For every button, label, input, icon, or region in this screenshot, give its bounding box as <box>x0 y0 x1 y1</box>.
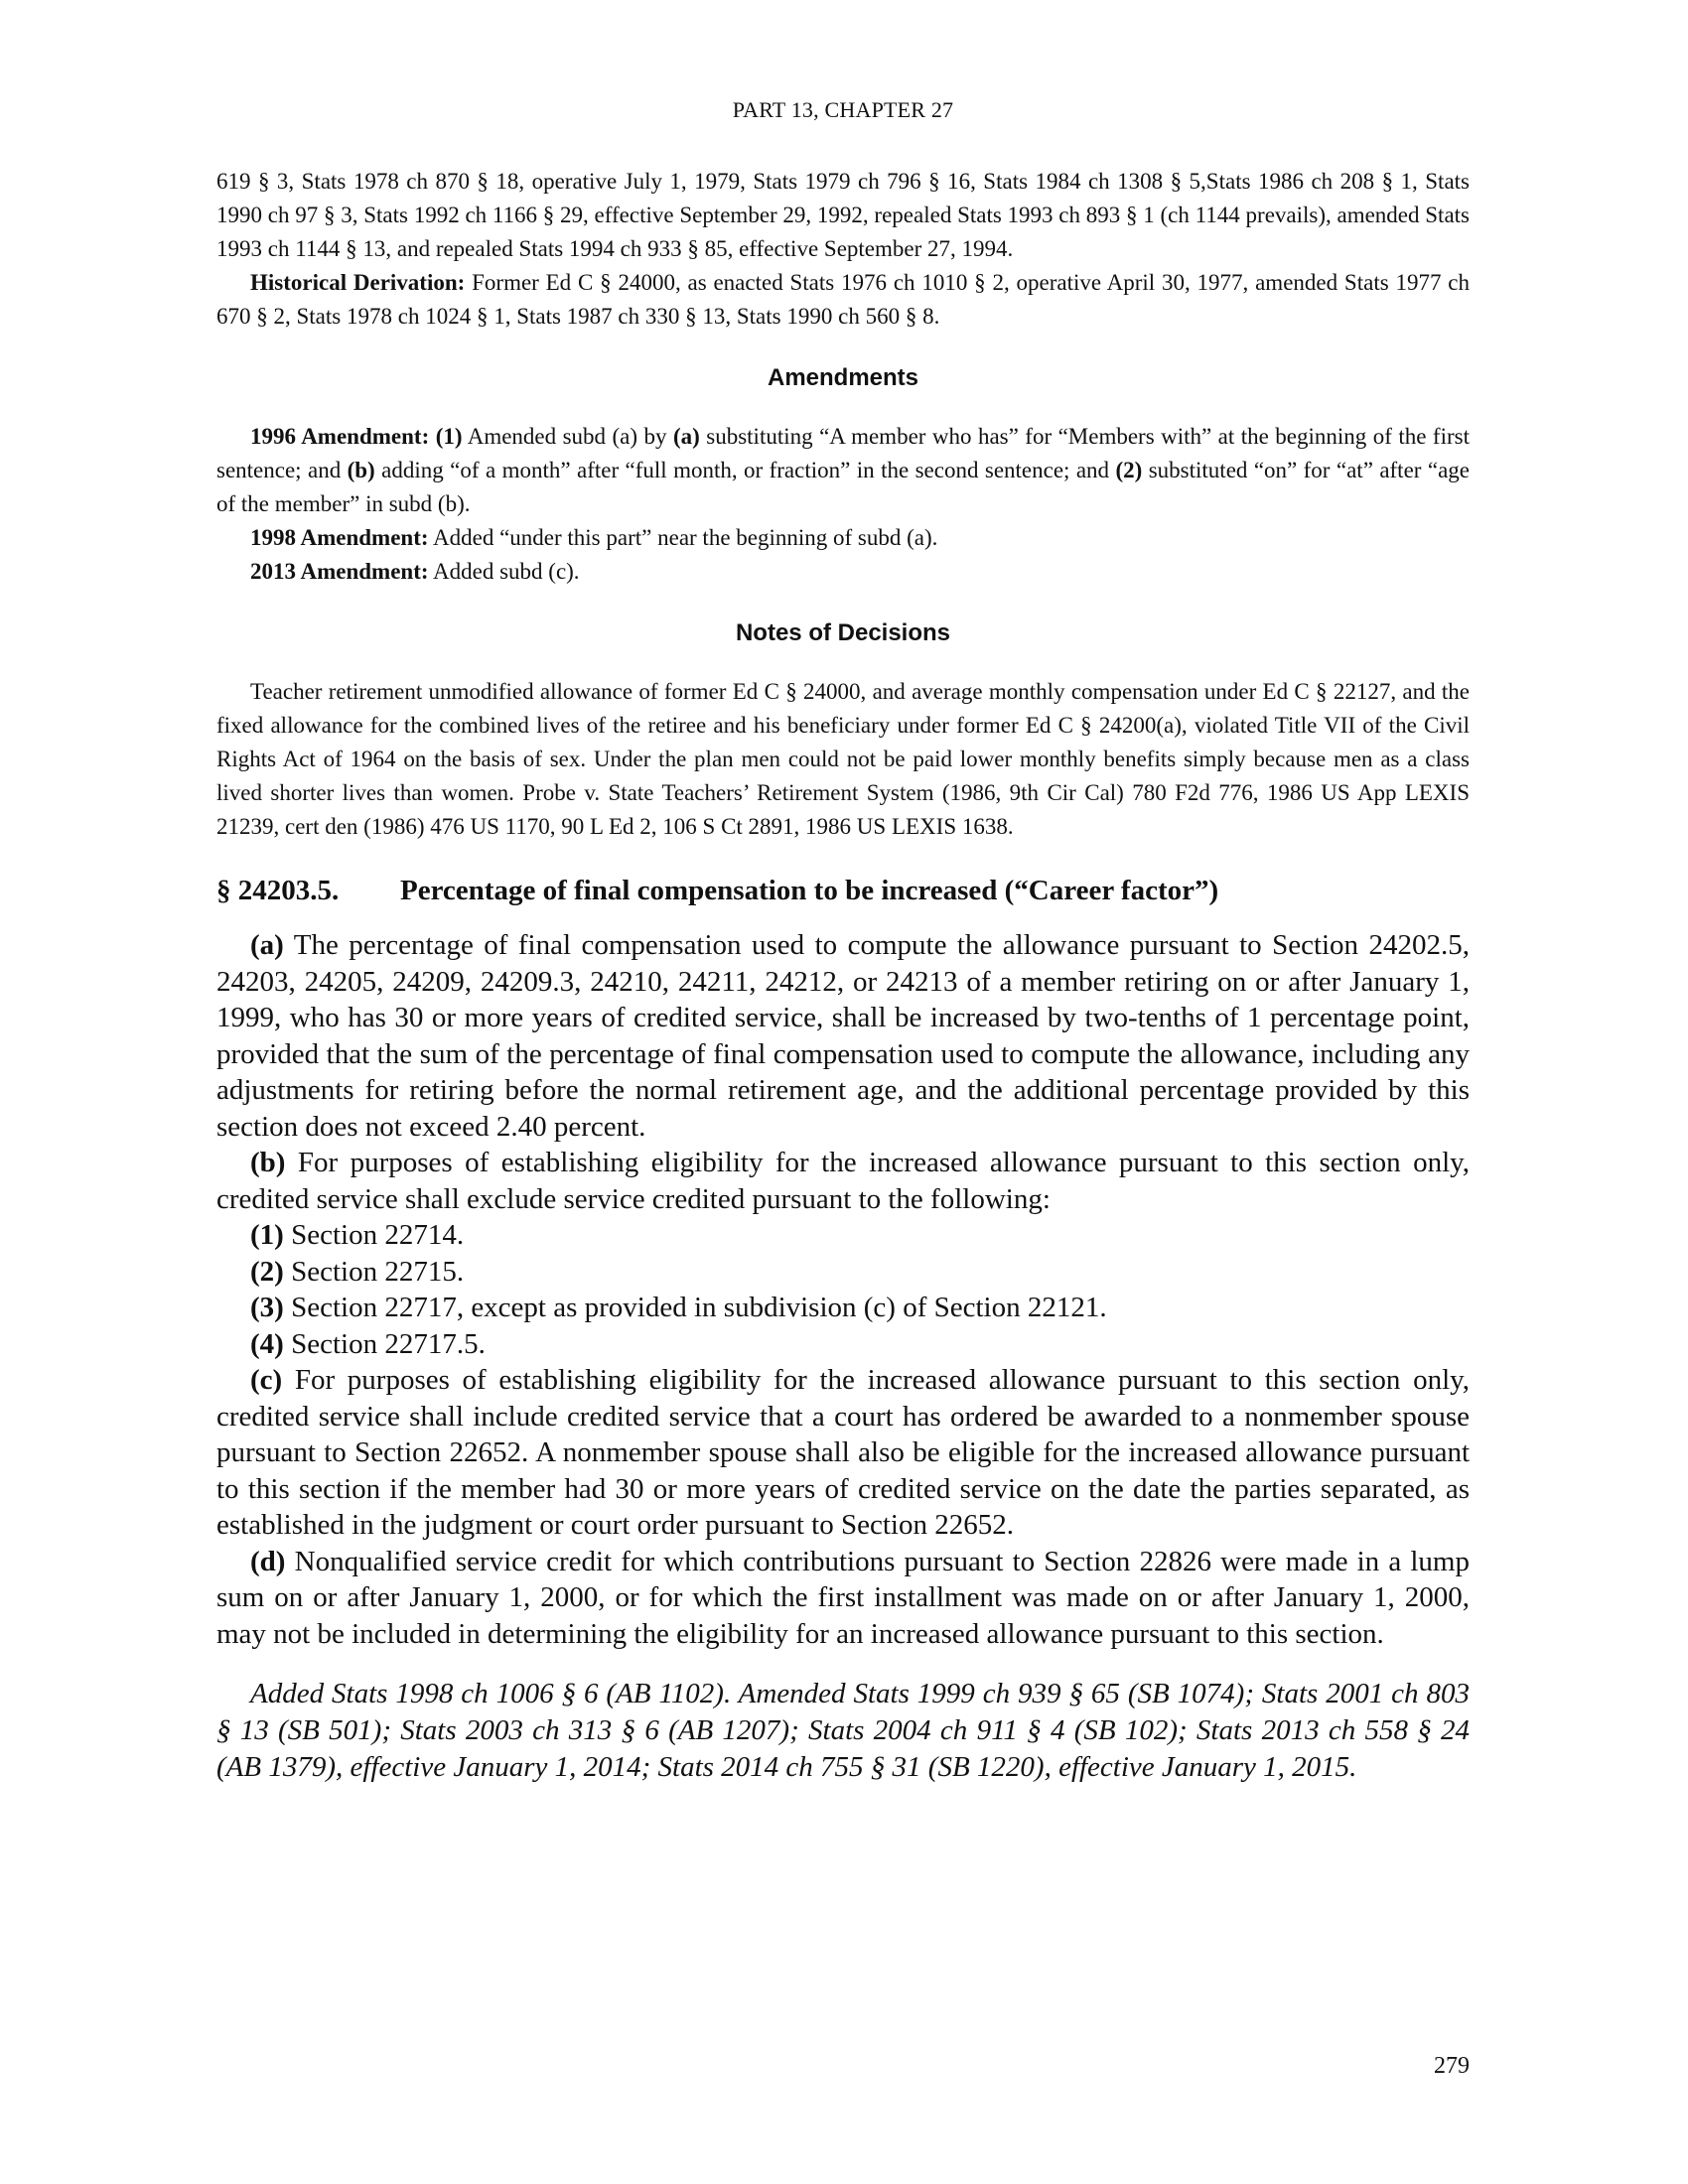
subdivision-b-label: (b) <box>250 1147 286 1178</box>
section-heading: Percentage of final compensation to be increased (“Career factor”) <box>400 875 1219 906</box>
amendment-2013-label: 2013 Amendment: <box>250 559 429 584</box>
page-number: 279 <box>1434 2053 1470 2079</box>
amendment-1996-part-a: (a) <box>672 424 700 449</box>
amendment-1996-text-2: substituting “A member who has” for “Members with” at the beginning of the first sentence; and <box>216 424 1470 482</box>
historical-derivation-label: Historical Derivation: <box>250 270 466 295</box>
amendment-1996-text-1: Amended subd (a) by <box>462 424 673 449</box>
amendment-1996-part-2: (2) <box>1115 458 1143 482</box>
history-continued: 619 § 3, Stats 1978 ch 870 § 18, operative July 1, 1979, Stats 1979 ch 796 § 16, Stats 1984 ch 1308 § 5,Stats 1986 ch 208 § 1, Stats 1990 ch 97 § 3, Stats 1992 ch 1166 § 29, effective September 29, 1992, repealed Stats 1993 ch 893 § 1 (ch 1144 prevails), amended Stats 1993 ch 1144 § 13, and repealed Stats 1994 ch 933 § 85, effective September 27, 1994. <box>216 169 1470 261</box>
subdivision-d-label: (d) <box>250 1545 286 1577</box>
running-header: PART 13, CHAPTER 27 <box>732 97 954 122</box>
item-label: (1) <box>250 1219 284 1251</box>
amendment-1998-text: Added “under this part” near the beginning of subd (a). <box>428 525 938 550</box>
historical-derivation-text: Former Ed C § 24000, as enacted Stats 1976 ch 1010 § 2, operative April 30, 1977, amended Stats 1977 ch 670 § 2, Stats 1978 ch 1024 § 1, Stats 1987 ch 330 § 13, Stats 1990 ch 560 § 8. <box>216 270 1470 329</box>
subdivision-d <box>216 1544 1470 1653</box>
amendments-heading: Amendments <box>767 364 919 391</box>
amendment-1996 <box>216 420 1470 521</box>
item-label: (4) <box>250 1327 284 1360</box>
subdivision-b-item <box>216 1217 1470 1254</box>
item-text: Section 22714. <box>283 1219 465 1251</box>
subdivision-b <box>216 1145 1470 1217</box>
subdivision-b-item <box>216 1254 1470 1291</box>
subdivision-c-text: For purposes of establishing eligibility for the increased allowance pursuant to this section only, credited service shall include credited service that a court has ordered be awarded to a nonmember spouse pursuant to Section 22652. A nonmember spouse shall also be eligible for the increased allowance pursuant to this section if the member had 30 or more years of credited service on the date the parties separated, as established in the judgment or court order pursuant to Section 22652. <box>216 1364 1470 1541</box>
item-text: Section 22717, except as provided in subdivision (c) of Section 22121. <box>283 1292 1107 1323</box>
notes-heading: Notes of Decisions <box>735 619 951 646</box>
amendment-2013-text: Added subd (c). <box>428 559 580 584</box>
section-history: Added Stats 1998 ch 1006 § 6 (AB 1102). Amended Stats 1999 ch 939 § 65 (SB 1074); Stats 2001 ch 803 § 13 (SB 501); Stats 2003 ch 313 § 6 (AB 1207); Stats 2004 ch 911 § 4 (SB 102); Stats 2013 ch 558 § 24 (AB 1379), effective January 1, 2014; Stats 2014 ch 755 § 31 (SB 1220), effective January 1, 2015. <box>216 1678 1470 1783</box>
subdivision-d-text: Nonqualified service credit for which contributions pursuant to Section 22826 were made in a lump sum on or after January 1, 2000, or for which the first installment was made on or after January 1, 2000, may not be included in determining the eligibility for an increased allowance pursuant to this section. <box>216 1545 1470 1650</box>
notes-text: Teacher retirement unmodified allowance of former Ed C § 24000, and average monthly compensation under Ed C § 22127, and the fixed allowance for the combined lives of the retiree and his beneficiary under former Ed C § 24200(a), violated Title VII of the Civil Rights Act of 1964 on the basis of sex. Under the plan men could not be paid lower monthly benefits simply because men as a class lived shorter lives than women. Probe v. State Teachers’ Retirement System (1986, 9th Cir Cal) 780 F2d 776, 1986 US App LEXIS 21239, cert den (1986) 476 US 1170, 90 L Ed 2, 106 S Ct 2891, 1986 US LEXIS 1638. <box>216 679 1470 839</box>
amendment-1996-text-3: adding “of a month” after “full month, or fraction” in the second sentence; and <box>374 458 1116 482</box>
historical-derivation <box>216 266 1470 334</box>
amendment-1996-text-4: substituted “on” for “at” after “age of the member” in subd (b). <box>216 458 1470 516</box>
subdivision-a <box>216 927 1470 1145</box>
subdivision-b-text: For purposes of establishing eligibility for the increased allowance pursuant to this section only, credited service shall exclude service credited pursuant to the following: <box>216 1147 1470 1215</box>
item-text: Section 22715. <box>283 1255 465 1288</box>
amendment-1998 <box>216 521 1470 555</box>
subdivision-b-item <box>216 1326 1470 1363</box>
section-title <box>216 875 1470 907</box>
amendment-1998-label: 1998 Amendment: <box>250 525 429 550</box>
amendment-1996-part-b: (b) <box>347 458 375 482</box>
page-content <box>216 97 1470 1786</box>
item-text: Section 22717.5. <box>283 1327 486 1360</box>
amendment-2013 <box>216 555 1470 589</box>
section-number: § 24203.5. <box>216 875 340 906</box>
amendment-1996-label: 1996 Amendment: <box>250 424 430 449</box>
item-label: (3) <box>250 1292 284 1323</box>
subdivision-c <box>216 1362 1470 1544</box>
subdivision-a-label: (a) <box>250 929 284 961</box>
subdivision-b-item <box>216 1290 1470 1326</box>
item-label: (2) <box>250 1255 284 1288</box>
subdivision-c-label: (c) <box>250 1364 283 1396</box>
subdivision-a-text: The percentage of final compensation used to compute the allowance pursuant to Section 24202.5, 24203, 24205, 24209, 24209.3, 24210, 24211, 24212, or 24213 of a member retiring on or after January 1, 1999, who has 30 or more years of credited service, shall be increased by two-tenths of 1 percentage point, provided that the sum of the percentage of final compensation used to compute the allowance, including any adjustments for retiring before the normal retirement age, and the additional percentage provided by this section does not exceed 2.40 percent. <box>216 929 1470 1143</box>
amendment-1996-part-1: (1) <box>435 424 463 449</box>
